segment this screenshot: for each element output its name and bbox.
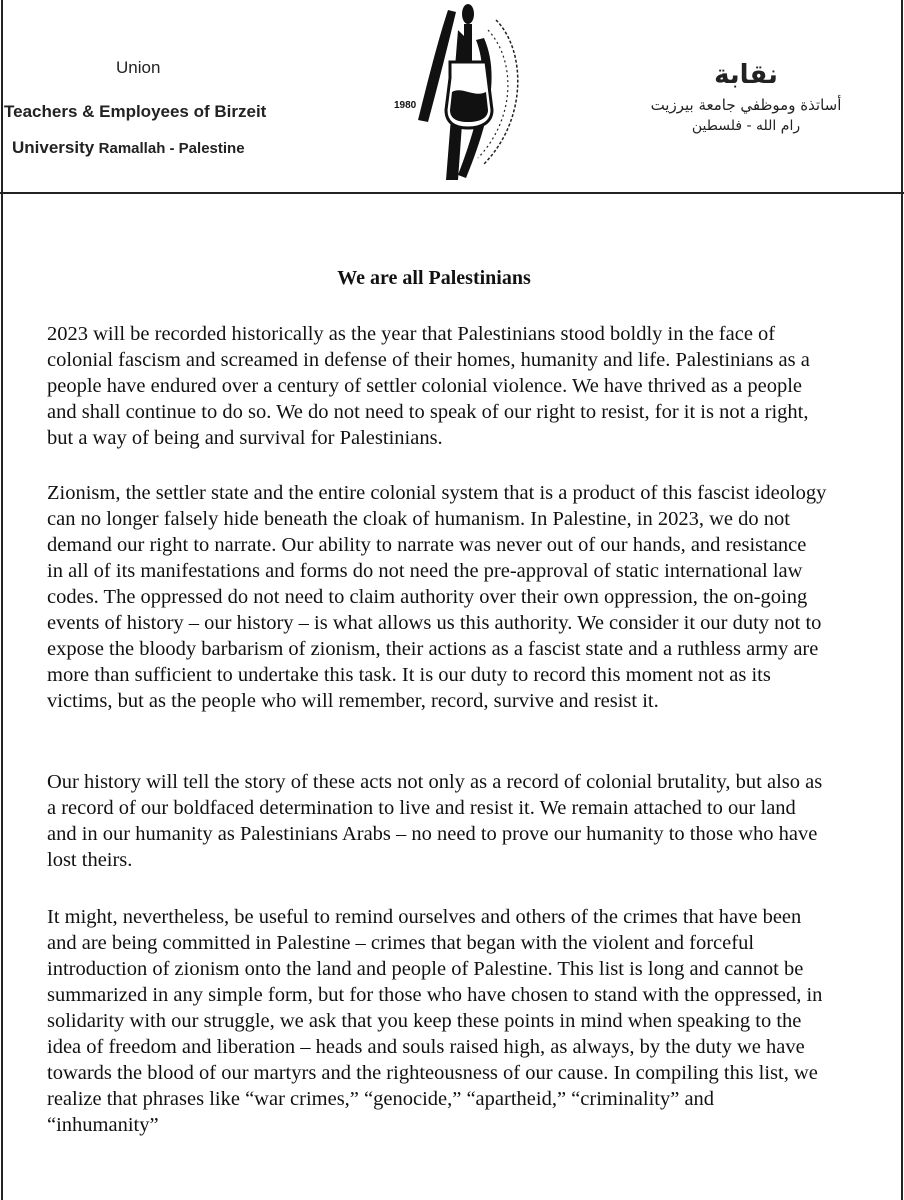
arabic-union-title: نقابة <box>714 60 778 90</box>
logo-year: 1980 <box>394 100 417 111</box>
university-location-line <box>12 138 245 158</box>
union-label: Union <box>116 58 161 77</box>
university-label: University <box>12 138 95 157</box>
arabic-teachers-employees: أساتذة وموظفي جامعة بيرزيت <box>650 96 842 114</box>
letterhead <box>0 0 904 194</box>
paragraph-3: Our history will tell the story of these acts not only as a record of colonial brutality, but also as a record of our boldfaced determination to live and resist it. We remain attached to our land and in our humanity as Palestinians Arabs – no need to prove our humanity to those who have lost theirs. <box>47 771 823 871</box>
paragraph-2: Zionism, the settler state and the entire colonial system that is a product of this fascist ideology can no longer falsely hide beneath the cloak of humanism. In Palestine, in 2023, we do not demand our right to narrate. Our ability to narrate was never out of our hands, and resistance in all of its manifestations and forms do not need the pre-approval of static international law codes. The oppressed do not need to claim authority over their own oppression, the on-going events of history – our history – is what allows us this authority. We consider it our duty not to expose the bloody barbarism of zionism, their actions as a fascist state and a ruthless army are more than sufficient to undertake this task. It is our duty to record this moment not as its victims, but as the people who will remember, record, survive and resist it. <box>47 482 827 712</box>
union-emblem-icon <box>388 0 538 186</box>
arabic-location: رام الله - فلسطين <box>691 118 801 134</box>
teachers-employees-label: Teachers & Employees of Birzeit <box>4 102 267 121</box>
paragraph-4: It might, nevertheless, be useful to remind ourselves and others of the crimes that have been and are being committed in Palestine – crimes that began with the violent and forceful introduction of zionism onto the land and people of Palestine. This list is long and cannot be summarized in any simple form, but for those who have chosen to stand with the oppressed, in solidarity with our struggle, we ask that you keep these points in mind when speaking to the idea of freedom and liberation – heads and souls raised high, as always, by the duty we have towards the blood of our martyrs and the righteousness of our cause. In compiling this list, we realize that phrases like “war crimes,” “genocide,” “apartheid,” “criminality” and “inhumanity” <box>47 906 823 1136</box>
statement-title: We are all Palestinians <box>337 267 531 289</box>
location-label: Ramallah - Palestine <box>98 140 245 157</box>
letterhead-arabic <box>616 60 876 134</box>
paragraph-1: 2023 will be recorded historically as the year that Palestinians stood boldly in the face of colonial fascism and screamed in defense of their homes, humanity and life. Palestinians as a people have endured over a century of settler colonial violence. We have thrived as a people and shall continue to do so. We do not need to speak of our right to resist, for it is not a right, but a way of being and survival for Palestinians. <box>47 323 810 449</box>
